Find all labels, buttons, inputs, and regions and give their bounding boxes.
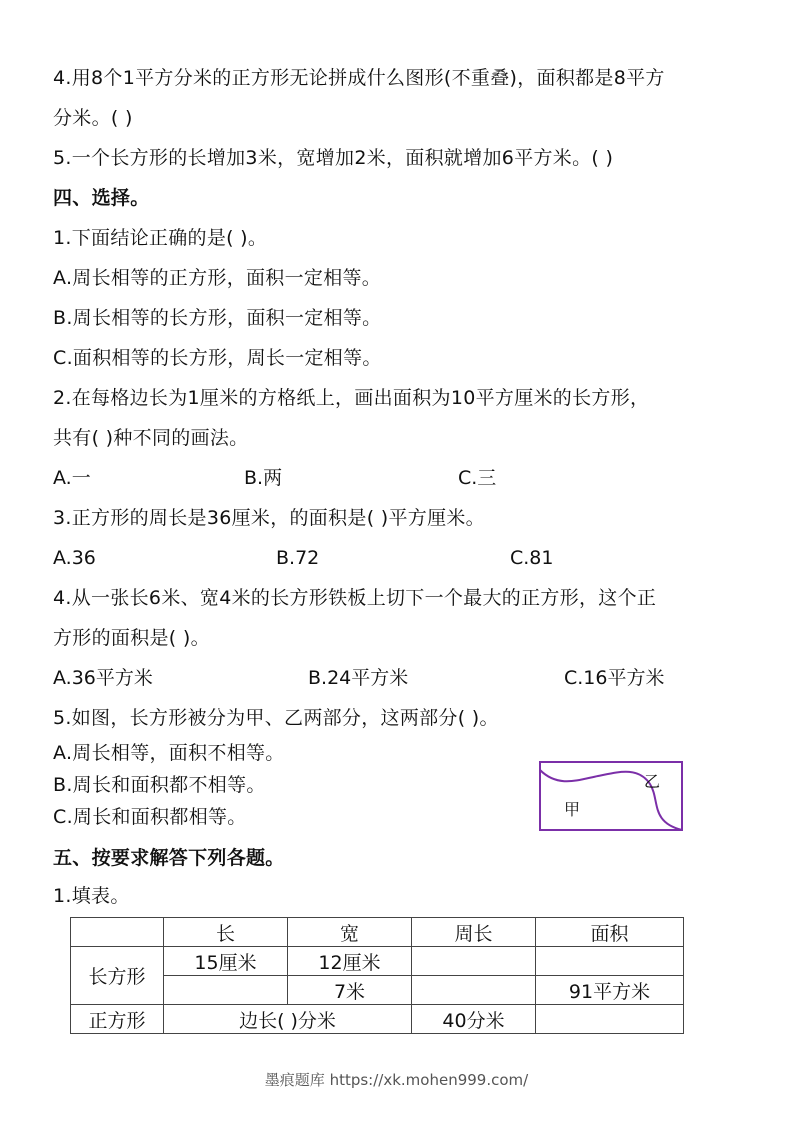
choice-q5-stem: 5.如图，长方形被分为甲、乙两部分，这两部分( )。 bbox=[53, 707, 499, 729]
table-cell-square-perimeter: 40分米 bbox=[412, 1005, 536, 1034]
judge-q5: 5.一个长方形的长增加3米，宽增加2米，面积就增加6平方米。( ) bbox=[53, 147, 614, 169]
table-header-cell: 长 bbox=[164, 918, 288, 947]
table-header-cell: 宽 bbox=[288, 918, 412, 947]
choice-q1-option-c: C.面积相等的长方形，周长一定相等。 bbox=[53, 347, 382, 369]
fill-in-table bbox=[70, 917, 684, 1034]
table-cell: 15厘米 bbox=[164, 947, 288, 976]
choice-q3-option-c: C.81 bbox=[510, 547, 554, 569]
table-header-cell bbox=[71, 918, 164, 947]
choice-q3-option-b: B.72 bbox=[276, 547, 320, 569]
choice-q4-option-a: A.36平方米 bbox=[53, 667, 153, 689]
choice-q2-stem-line2: 共有( )种不同的画法。 bbox=[53, 427, 249, 449]
choice-q1-stem: 1.下面结论正确的是( )。 bbox=[53, 227, 268, 249]
table-cell-square-area bbox=[536, 1005, 684, 1034]
table-row bbox=[71, 947, 684, 976]
section-heading-solve: 五、按要求解答下列各题。 bbox=[53, 847, 285, 869]
table-cell bbox=[412, 976, 536, 1005]
choice-q4-option-b: B.24平方米 bbox=[308, 667, 409, 689]
figure-rectangle-outline bbox=[540, 762, 682, 830]
figure-dividing-curve bbox=[540, 770, 682, 830]
table-cell bbox=[164, 976, 288, 1005]
choice-q2-stem-line1: 2.在每格边长为1厘米的方格纸上，画出面积为10平方厘米的长方形， bbox=[53, 387, 650, 409]
solve-q1-stem: 1.填表。 bbox=[53, 885, 130, 907]
rectangle-split-figure bbox=[538, 760, 684, 832]
section-heading-choice: 四、选择。 bbox=[53, 187, 150, 209]
choice-q4-stem-line2: 方形的面积是( )。 bbox=[53, 627, 210, 649]
table-cell-square-side: 边长( )分米 bbox=[164, 1005, 412, 1034]
choice-q2-option-a: A.一 bbox=[53, 467, 91, 489]
judge-q4-line2: 分米。( ) bbox=[53, 107, 133, 129]
choice-q5-option-a: A.周长相等，面积不相等。 bbox=[53, 742, 285, 764]
choice-q1-option-b: B.周长相等的长方形，面积一定相等。 bbox=[53, 307, 382, 329]
table-cell: 91平方米 bbox=[536, 976, 684, 1005]
table-header-cell: 面积 bbox=[536, 918, 684, 947]
row-label-square: 正方形 bbox=[71, 1005, 164, 1034]
table-header-row bbox=[71, 918, 684, 947]
table-row bbox=[71, 1005, 684, 1034]
choice-q3-option-a: A.36 bbox=[53, 547, 96, 569]
judge-q4-line1: 4.用8个1平方分米的正方形无论拼成什么图形(不重叠)，面积都是8平方 bbox=[53, 67, 665, 89]
footer-watermark: 墨痕题库 https://xk.mohen999.com/ bbox=[264, 1071, 529, 1089]
choice-q4-option-c: C.16平方米 bbox=[564, 667, 665, 689]
table-header-cell: 周长 bbox=[412, 918, 536, 947]
figure-label-yi: 乙 bbox=[644, 772, 661, 791]
table-cell bbox=[412, 947, 536, 976]
table-cell bbox=[536, 947, 684, 976]
choice-q3-stem: 3.正方形的周长是36厘米，的面积是( )平方厘米。 bbox=[53, 507, 485, 529]
row-label-rectangle: 长方形 bbox=[71, 947, 164, 1005]
choice-q5-option-c: C.周长和面积都相等。 bbox=[53, 806, 247, 828]
table-cell: 12厘米 bbox=[288, 947, 412, 976]
table-cell: 7米 bbox=[288, 976, 412, 1005]
choice-q5-option-b: B.周长和面积都不相等。 bbox=[53, 774, 266, 796]
choice-q1-option-a: A.周长相等的正方形，面积一定相等。 bbox=[53, 267, 382, 289]
choice-q4-stem-line1: 4.从一张长6米、宽4米的长方形铁板上切下一个最大的正方形，这个正 bbox=[53, 587, 657, 609]
choice-q2-option-c: C.三 bbox=[458, 467, 497, 489]
figure-label-jia: 甲 bbox=[564, 800, 581, 819]
choice-q2-option-b: B.两 bbox=[244, 467, 283, 489]
